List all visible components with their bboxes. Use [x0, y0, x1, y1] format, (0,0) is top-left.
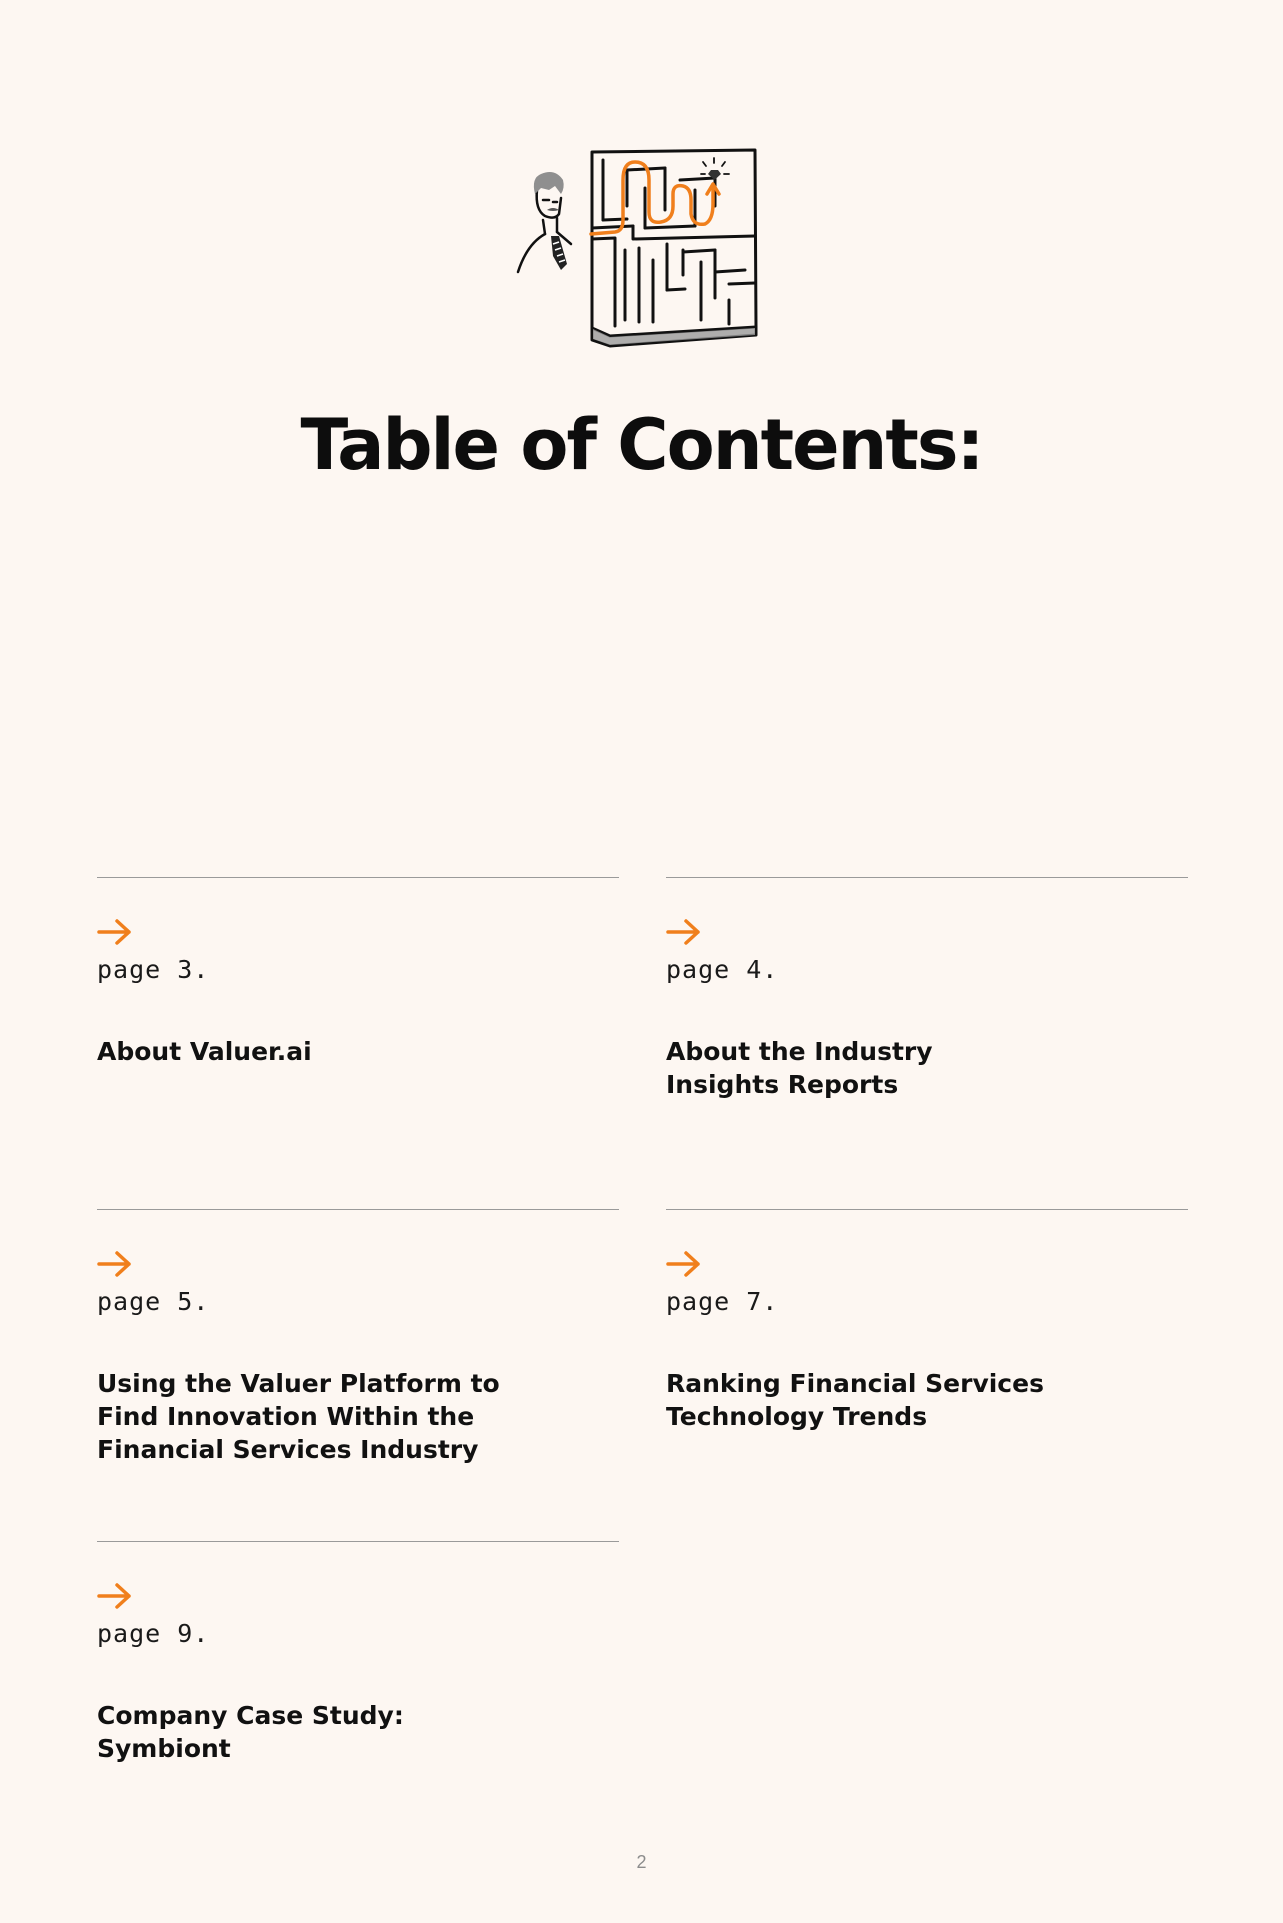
toc-entry[interactable]: [97, 877, 619, 1177]
divider: [97, 1541, 619, 1542]
footer-page-number: 2: [636, 1852, 647, 1872]
arrow-right-icon: [97, 917, 133, 947]
maze-illustration: [515, 140, 765, 355]
toc-page-number: page 5.: [97, 1287, 210, 1316]
divider: [97, 877, 619, 878]
toc-entry[interactable]: [97, 1209, 619, 1509]
toc-page-number: page 7.: [666, 1287, 779, 1316]
divider: [666, 877, 1188, 878]
toc-entry[interactable]: [97, 1541, 619, 1841]
divider: [666, 1209, 1188, 1210]
toc-title: Using the Valuer Platform to Find Innovation Within the Financial Services Industry: [97, 1369, 500, 1464]
arrow-right-icon: [666, 1249, 702, 1279]
toc-entry[interactable]: [666, 877, 1188, 1177]
toc-entry[interactable]: [666, 1209, 1188, 1509]
toc-title: About the Industry Insights Reports: [666, 1037, 933, 1099]
arrow-right-icon: [97, 1249, 133, 1279]
toc-page-number: page 3.: [97, 955, 210, 984]
page-title: Table of Contents:: [300, 404, 983, 486]
toc-title: Ranking Financial Services Technology Trends: [666, 1369, 1044, 1431]
arrow-right-icon: [97, 1581, 133, 1611]
toc-title: Company Case Study: Symbiont: [97, 1701, 404, 1763]
arrow-right-icon: [666, 917, 702, 947]
toc-page-number: page 9.: [97, 1619, 210, 1648]
divider: [97, 1209, 619, 1210]
toc-title: About Valuer.ai: [97, 1037, 312, 1066]
toc-page-number: page 4.: [666, 955, 779, 984]
